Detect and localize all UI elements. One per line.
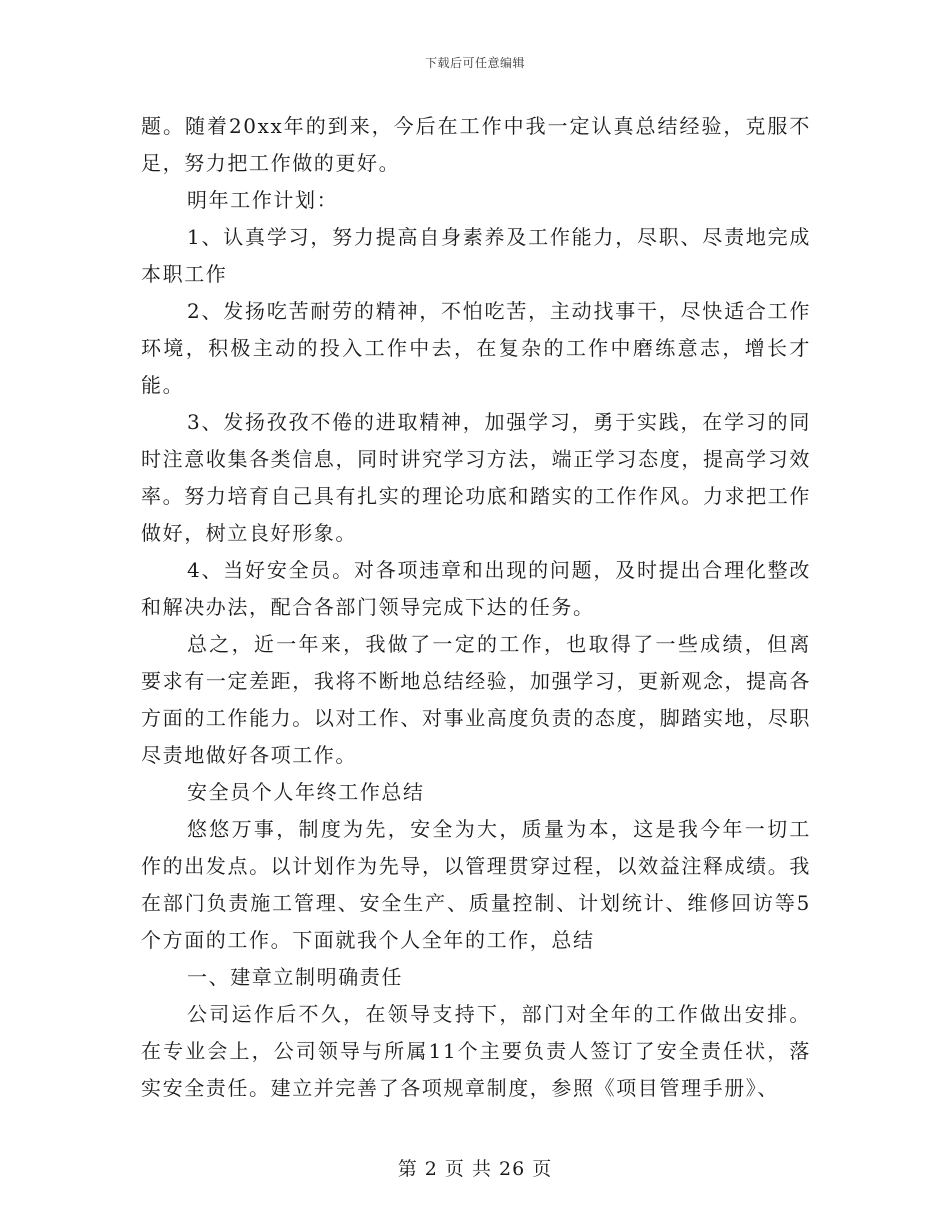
section-heading-1: 一、建章立制明确责任: [187, 965, 403, 989]
page-number: 第 2 页 共 26 页: [397, 1158, 553, 1180]
section-heading-next-year-plan: 明年工作计划：: [187, 188, 339, 212]
paragraph-continuation: 题。随着20xx年的到来，今后在工作中我一定认真总结经验，克服不足，努力把工作做的更好。: [141, 114, 811, 175]
document-body: [141, 108, 811, 1107]
summary-paragraph: 总之，近一年来，我做了一定的工作，也取得了一些成绩，但离要求有一定差距，我将不断地总结经验，加强学习，更新观念，提高各方面的工作能力。以对工作、对事业高度负责的态度，脚踏实地，尽职尽责地做好各项工作。: [141, 632, 811, 767]
plan-item-3: 3、发扬孜孜不倦的进取精神，加强学习，勇于实践，在学习的同时注意收集各类信息，同时讲究学习方法，端正学习态度，提高学习效率。努力培育自己具有扎实的理论功底和踏实的工作作风。力求把工作做好，树立良好形象。: [141, 410, 811, 545]
download-note: 下载后可任意编辑: [424, 56, 525, 70]
section-1-paragraph: 公司运作后不久，在领导支持下，部门对全年的工作做出安排。在专业会上，公司领导与所属11个主要负责人签订了安全责任状，落实安全责任。建立并完善了各项规章制度，参照《项目管理手册》、: [141, 1002, 811, 1100]
intro-paragraph: 悠悠万事，制度为先，安全为大，质量为本，这是我今年一切工作的出发点。以计划作为先导，以管理贯穿过程，以效益注释成绩。我在部门负责施工管理、安全生产、质量控制、计划统计、维修回访等5个方面的工作。下面就我个人全年的工作，总结: [141, 817, 811, 952]
plan-item-4: 4、当好安全员。对各项违章和出现的问题，及时提出合理化整改和解决办法，配合各部门领导完成下达的任务。: [141, 558, 811, 619]
plan-item-1: 1、认真学习，努力提高自身素养及工作能力，尽职、尽责地完成本职工作: [141, 225, 811, 286]
plan-item-2: 2、发扬吃苦耐劳的精神，不怕吃苦，主动找事干，尽快适合工作环境，积极主动的投入工作中去，在复杂的工作中磨练意志，增长才能。: [141, 299, 811, 397]
article-title: 安全员个人年终工作总结: [187, 780, 425, 804]
